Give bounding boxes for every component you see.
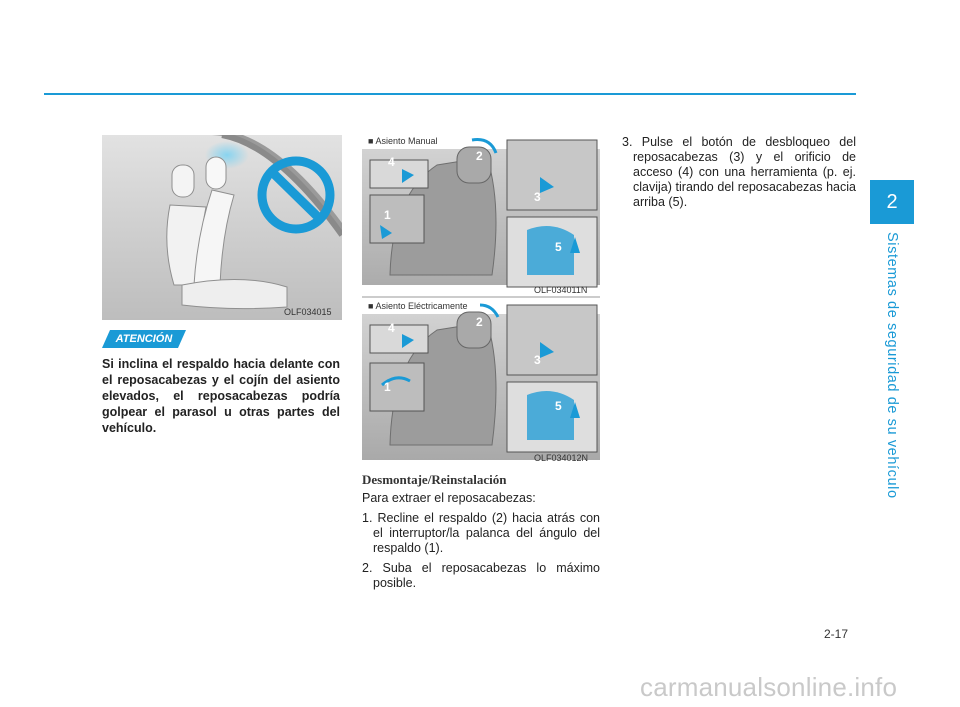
callout-1: 1 (384, 208, 391, 222)
seat-warning-illustration (102, 135, 342, 320)
callout-5-electric: 5 (555, 399, 562, 413)
figure-seat-warning (102, 135, 342, 320)
chapter-number: 2 (886, 190, 898, 213)
section-heading: Desmontaje/Reinstalación (362, 472, 507, 487)
chapter-title-vertical (878, 232, 906, 499)
panel-electric-code: OLF034012N (534, 453, 589, 463)
instructions-column-3 (622, 135, 856, 210)
watermark: carmanualsonline.info (640, 672, 898, 702)
attention-text: Si inclina el respaldo hacia delante con el reposacabezas y el cojín del asiento elevados, el reposacabezas podría golpear el parasol u otras partes del vehículo. (102, 357, 340, 435)
instruction-step-3: 3. Pulse el botón de desbloqueo del reposacabezas (3) y el orificio de acceso (4) con una herramienta (p. ej. clavija) tirando del reposacabezas hacia arriba (5). (622, 135, 856, 209)
callout-3-electric: 3 (534, 353, 541, 367)
instruction-step-2: 2. Suba el reposacabezas lo máximo posible. (362, 561, 600, 590)
figure-code: OLF034015 (284, 307, 332, 317)
chapter-title: Sistemas de seguridad de su vehículo (884, 232, 900, 499)
panel-manual-label: ■ Asiento Manual (368, 136, 438, 146)
panel-manual-code: OLF034011N (534, 285, 588, 295)
callout-1-electric: 1 (384, 380, 391, 394)
callout-3: 3 (534, 190, 541, 204)
callout-5: 5 (555, 240, 562, 254)
callout-2-electric: 2 (476, 315, 483, 329)
page-number: 2-17 (824, 627, 849, 641)
instructions-column-2 (362, 491, 600, 596)
chapter-number-tab (870, 180, 914, 224)
attention-badge: ATENCIÓN (115, 333, 173, 345)
callout-4: 4 (388, 155, 395, 169)
figure-headrest-removal (362, 135, 600, 465)
panel-electric-label: ■ Asiento Eléctricamente (368, 301, 468, 311)
callout-4-electric: 4 (388, 321, 395, 335)
headrest-removal-illustration (362, 135, 600, 465)
header-rule (44, 93, 856, 95)
callout-2: 2 (476, 149, 483, 163)
instruction-step-1: 1. Recline el respaldo (2) hacia atrás con el interruptor/la palanca del ángulo del respaldo (1). (362, 511, 600, 555)
instructions-intro: Para extraer el reposacabezas: (362, 491, 536, 505)
